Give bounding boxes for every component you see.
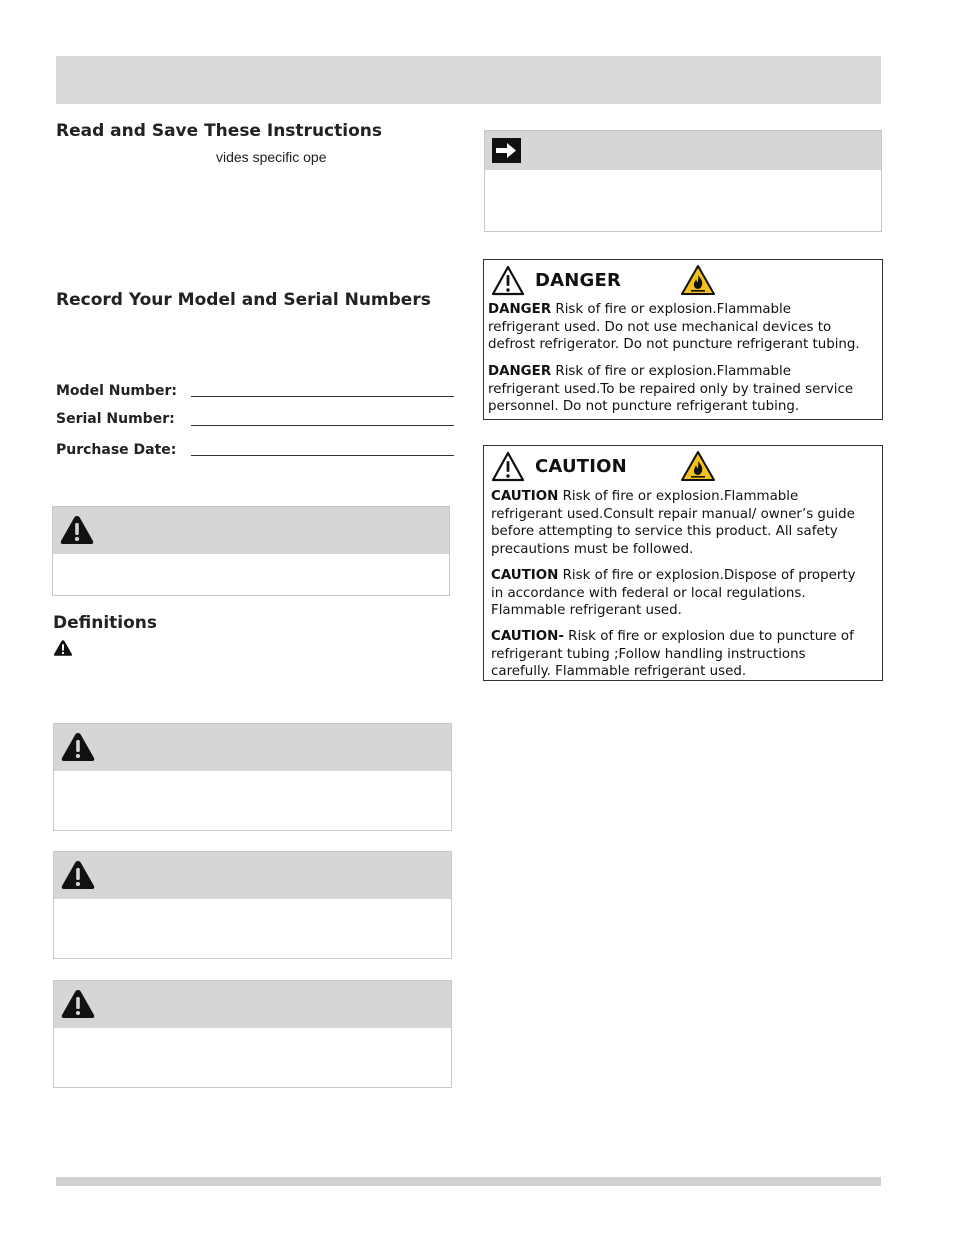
warning-triangle-icon xyxy=(59,514,95,546)
danger-paragraph-2: DANGER Risk of fire or explosion.Flammable refrigerant used.To be repaired only by trained service personnel. Do not puncture refrigerant tubing. xyxy=(488,364,854,414)
model-number-field[interactable] xyxy=(191,396,454,397)
danger-label-title: DANGER xyxy=(535,270,622,291)
warning-triangle-icon xyxy=(60,859,96,891)
warning-box-header xyxy=(53,507,449,554)
definitions-heading: Definitions xyxy=(53,613,158,633)
warning-definition-box xyxy=(53,851,452,959)
warning-triangle-icon xyxy=(491,265,525,296)
read-save-heading: Read and Save These Instructions xyxy=(56,121,382,141)
model-number-label: Model Number: xyxy=(56,383,178,399)
warning-triangle-icon xyxy=(60,731,96,763)
serial-number-field[interactable] xyxy=(191,425,454,426)
warning-box xyxy=(52,506,450,596)
warning-triangle-icon xyxy=(60,988,96,1020)
purchase-date-field[interactable] xyxy=(191,455,454,456)
danger-definition-header xyxy=(54,724,451,771)
danger-paragraph-1: DANGER Risk of fire or explosion.Flammable refrigerant used. Do not use mechanical devices to defrost refrigerator. Do not puncture refrigerant tubing. xyxy=(488,302,860,352)
header-band xyxy=(56,56,881,104)
footer-band xyxy=(56,1177,881,1186)
arrow-right-icon xyxy=(492,138,521,163)
warning-triangle-icon xyxy=(491,451,525,482)
danger-definition-box xyxy=(53,723,452,831)
serial-number-label: Serial Number: xyxy=(56,411,175,427)
caution-paragraph-1: CAUTION Risk of fire or explosion.Flammable refrigerant used.Consult repair manual/ owner’s guide before attempting to service this product. All safety precautions must be followed. xyxy=(491,489,855,557)
caution-paragraph-2: CAUTION Risk of fire or explosion.Dispose of property in accordance with federal or local regulations. Flammable refrigerant used. xyxy=(491,568,856,618)
caution-definition-header xyxy=(54,981,451,1028)
warning-definition-header xyxy=(54,852,451,899)
caution-label-title: CAUTION xyxy=(535,456,627,477)
note-box xyxy=(484,130,882,232)
record-heading: Record Your Model and Serial Numbers xyxy=(56,290,431,310)
caution-definition-box xyxy=(53,980,452,1088)
purchase-date-label: Purchase Date: xyxy=(56,442,177,458)
intro-snippet: vides specific ope xyxy=(216,149,327,165)
flammable-flame-icon xyxy=(680,450,716,482)
flammable-flame-icon xyxy=(680,264,716,296)
warning-triangle-icon xyxy=(53,639,73,657)
note-box-header xyxy=(485,131,881,170)
caution-paragraph-3: CAUTION- Risk of fire or explosion due to puncture of refrigerant tubing ;Follow handling instructions carefully. Flammable refrigerant used. xyxy=(491,629,854,679)
